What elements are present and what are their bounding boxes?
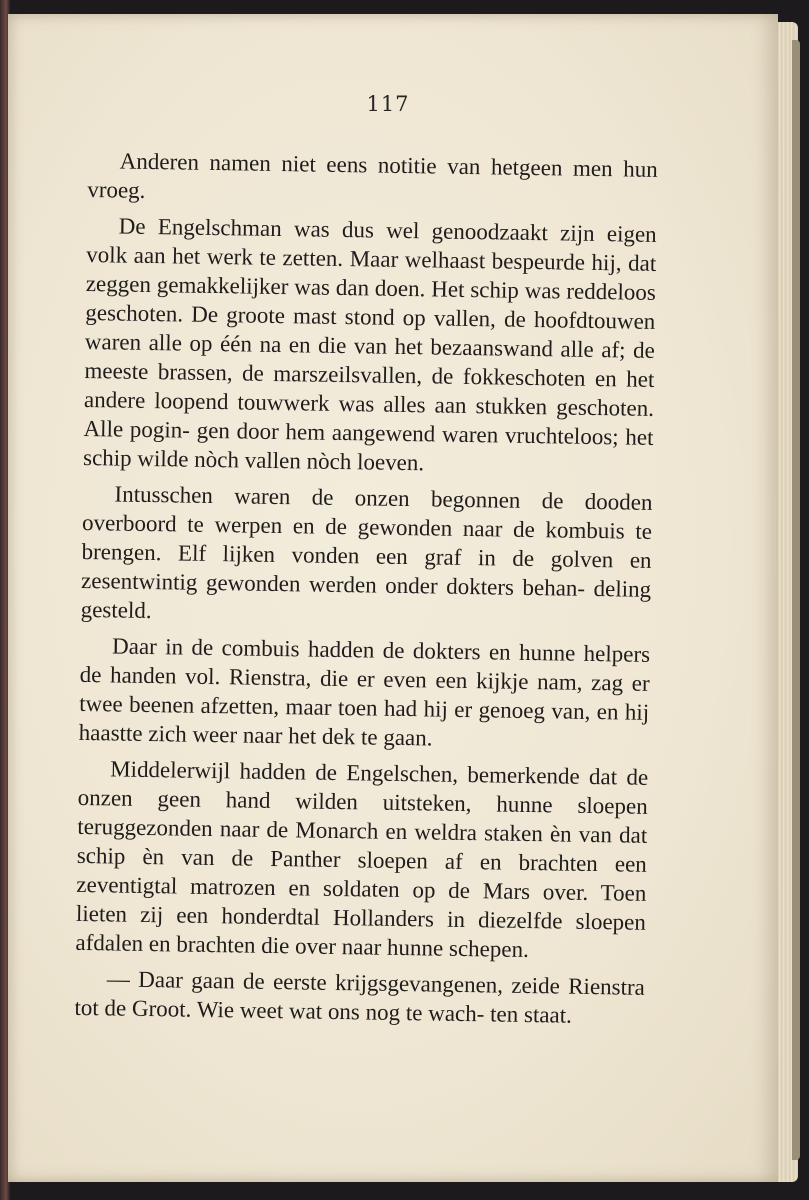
paragraph-5: Middelerwijl hadden de Engelschen, bemerkende dat de onzen geen hand wilden uitsteken, hunne sloepen teruggezonden naar de Monarch en weldra staken èn van dat schip èn van de Panther sloepen af en brachten een zeventigtal matrozen en soldaten op de Mars over. Toen lieten zij een honderdtal Hollanders in diezelfde sloepen afdalen en brachten die over naar hunne schepen.	[75, 756, 649, 963]
body-text	[74, 146, 658, 1038]
book-page	[8, 14, 778, 1182]
paragraph-6: — Daar gaan de eerste krijgsgevangenen, zeide Rienstra tot de Groot. Wie weet wat ons nog te wach- ten staat.	[74, 966, 646, 1028]
paragraph-4: Daar in de combuis hadden de dokters en hunne helpers de handen vol. Rienstra, die er even een kijkje nam, zag er twee beenen afzetten, maar toen had hij er genoeg van, en hij haastte zich weer naar het dek te gaan.	[78, 633, 651, 751]
paragraph-2: De Engelschman was dus wel genoodzaakt zijn eigen volk aan het werk te zetten. Maar welhaast bespeurde hij, dat zeggen gemakkelijker was dan doen. Het schip was reddeloos geschoten. De groote mast stond op vallen, de hoofdtouwen waren alle op één na en die van het bezaanswand alle af; de meeste brassen, de marszeilsvallen, de fokkeschoten en het andere loopend touwwerk was alles aan stukken geschoten. Alle pogin- gen door hem aangewend waren vruchteloos; het schip wilde nòch vallen nòch loeven.	[82, 213, 657, 476]
paragraph-3: Intusschen waren de onzen begonnen de dooden overboord te werpen en de gewonden naar de kombuis te brengen. Elf lijken vonden een graf in de golven en zesentwintig gewonden werden onder dokters behan- deling gesteld.	[80, 481, 653, 624]
page-number: 117	[366, 92, 410, 116]
paragraph-1: Anderen namen niet eens notitie van hetgeen men hun vroeg.	[87, 148, 658, 203]
page-stack-shadow	[792, 40, 800, 1160]
